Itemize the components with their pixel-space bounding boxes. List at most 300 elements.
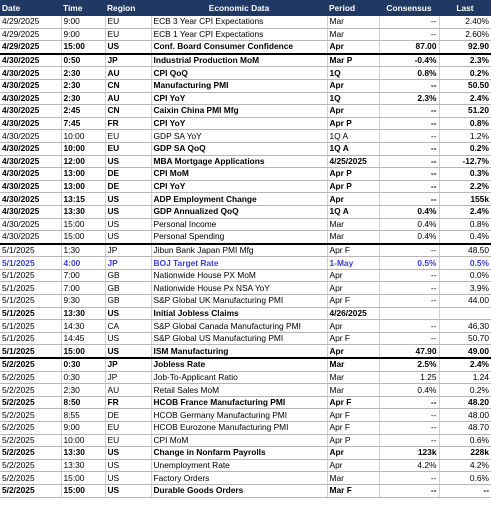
cell-period: Apr P bbox=[327, 117, 379, 130]
cell-consensus: -- bbox=[379, 105, 439, 118]
cell-last: 228k bbox=[439, 447, 491, 460]
cell-consensus: -- bbox=[379, 16, 439, 28]
cell-consensus: -- bbox=[379, 320, 439, 333]
cell-date: 4/29/2025 bbox=[0, 28, 61, 41]
table-row[interactable] bbox=[0, 205, 491, 218]
cell-time: 0:30 bbox=[61, 371, 105, 384]
cell-date: 5/1/2025 bbox=[0, 320, 61, 333]
cell-consensus: -- bbox=[379, 130, 439, 143]
cell-economic-data: Nationwide House PX MoM bbox=[151, 269, 327, 282]
cell-region: US bbox=[105, 484, 151, 497]
cell-time: 9:00 bbox=[61, 422, 105, 435]
cell-consensus: -- bbox=[379, 282, 439, 295]
cell-economic-data: Manufacturing PMI bbox=[151, 79, 327, 92]
cell-economic-data: GDP Annualized QoQ bbox=[151, 205, 327, 218]
cell-consensus: 87.00 bbox=[379, 41, 439, 54]
cell-region: CN bbox=[105, 105, 151, 118]
cell-date: 4/30/2025 bbox=[0, 155, 61, 168]
header-economic-data[interactable]: Economic Data bbox=[151, 0, 327, 16]
cell-economic-data: HCOB Eurozone Manufacturing PMI bbox=[151, 422, 327, 435]
cell-economic-data: CPI MoM bbox=[151, 434, 327, 447]
table-row[interactable] bbox=[0, 105, 491, 118]
cell-consensus: 0.4% bbox=[379, 205, 439, 218]
table-row[interactable] bbox=[0, 193, 491, 206]
cell-period: Apr P bbox=[327, 434, 379, 447]
cell-economic-data: Conf. Board Consumer Confidence bbox=[151, 41, 327, 54]
cell-date: 4/29/2025 bbox=[0, 41, 61, 54]
cell-last: 0.2% bbox=[439, 384, 491, 397]
cell-period: Apr P bbox=[327, 180, 379, 193]
cell-time: 10:00 bbox=[61, 130, 105, 143]
table-row[interactable] bbox=[0, 54, 491, 67]
cell-period: Apr F bbox=[327, 422, 379, 435]
table-row[interactable] bbox=[0, 218, 491, 231]
cell-region: US bbox=[105, 193, 151, 206]
cell-last: 0.2% bbox=[439, 67, 491, 80]
cell-period: Apr bbox=[327, 447, 379, 460]
header-period[interactable]: Period bbox=[327, 0, 379, 16]
cell-last: 48.20 bbox=[439, 396, 491, 409]
cell-time: 0:30 bbox=[61, 358, 105, 371]
cell-last: 0.8% bbox=[439, 117, 491, 130]
table-row[interactable] bbox=[0, 409, 491, 422]
cell-period: Mar bbox=[327, 28, 379, 41]
cell-period: Mar bbox=[327, 384, 379, 397]
cell-time: 2:30 bbox=[61, 384, 105, 397]
cell-region: EU bbox=[105, 130, 151, 143]
cell-region: JP bbox=[105, 54, 151, 67]
cell-period: Apr bbox=[327, 41, 379, 54]
cell-period: 1-May bbox=[327, 257, 379, 270]
cell-period: Apr bbox=[327, 269, 379, 282]
cell-last: -- bbox=[439, 484, 491, 497]
cell-last: 49.00 bbox=[439, 345, 491, 358]
cell-time: 10:00 bbox=[61, 434, 105, 447]
cell-region: EU bbox=[105, 16, 151, 28]
cell-period: Apr F bbox=[327, 295, 379, 308]
cell-period: Apr bbox=[327, 345, 379, 358]
table-row[interactable] bbox=[0, 447, 491, 460]
cell-time: 7:00 bbox=[61, 269, 105, 282]
cell-economic-data: CPI MoM bbox=[151, 168, 327, 181]
table-row[interactable] bbox=[0, 295, 491, 308]
cell-time: 15:00 bbox=[61, 484, 105, 497]
cell-region: US bbox=[105, 459, 151, 472]
table-row[interactable] bbox=[0, 472, 491, 485]
cell-time: 13:30 bbox=[61, 205, 105, 218]
cell-time: 2:30 bbox=[61, 79, 105, 92]
cell-period: 4/26/2025 bbox=[327, 307, 379, 320]
cell-date: 5/2/2025 bbox=[0, 434, 61, 447]
cell-date: 4/30/2025 bbox=[0, 79, 61, 92]
table-row[interactable] bbox=[0, 92, 491, 105]
cell-consensus: -- bbox=[379, 244, 439, 257]
cell-consensus: 0.8% bbox=[379, 67, 439, 80]
table-row[interactable] bbox=[0, 16, 491, 28]
cell-period: Apr bbox=[327, 320, 379, 333]
cell-consensus: -- bbox=[379, 79, 439, 92]
cell-consensus: -- bbox=[379, 396, 439, 409]
table-row[interactable] bbox=[0, 155, 491, 168]
cell-time: 13:15 bbox=[61, 193, 105, 206]
cell-time: 9:00 bbox=[61, 28, 105, 41]
cell-date: 5/1/2025 bbox=[0, 269, 61, 282]
cell-region: US bbox=[105, 345, 151, 358]
cell-region: GB bbox=[105, 269, 151, 282]
cell-date: 4/30/2025 bbox=[0, 168, 61, 181]
cell-date: 4/30/2025 bbox=[0, 92, 61, 105]
cell-date: 5/2/2025 bbox=[0, 447, 61, 460]
cell-last: 0.0% bbox=[439, 269, 491, 282]
cell-economic-data: ECB 1 Year CPI Expectations bbox=[151, 28, 327, 41]
table-row[interactable] bbox=[0, 282, 491, 295]
cell-region: JP bbox=[105, 371, 151, 384]
cell-time: 2:30 bbox=[61, 92, 105, 105]
cell-consensus: -- bbox=[379, 409, 439, 422]
table-row[interactable] bbox=[0, 79, 491, 92]
table-row[interactable] bbox=[0, 117, 491, 130]
cell-time: 1:30 bbox=[61, 244, 105, 257]
table-row[interactable] bbox=[0, 332, 491, 345]
cell-last: 2.4% bbox=[439, 92, 491, 105]
table-row[interactable] bbox=[0, 257, 491, 270]
cell-last: 4.2% bbox=[439, 459, 491, 472]
cell-date: 4/30/2025 bbox=[0, 117, 61, 130]
table-row[interactable] bbox=[0, 67, 491, 80]
table-row[interactable] bbox=[0, 130, 491, 143]
cell-last: 50.70 bbox=[439, 332, 491, 345]
cell-period: Apr bbox=[327, 282, 379, 295]
cell-economic-data: Factory Orders bbox=[151, 472, 327, 485]
cell-last: 0.6% bbox=[439, 472, 491, 485]
cell-region: US bbox=[105, 447, 151, 460]
table-row[interactable] bbox=[0, 231, 491, 244]
cell-region: US bbox=[105, 472, 151, 485]
cell-consensus: -- bbox=[379, 434, 439, 447]
cell-economic-data: S&P Global UK Manufacturing PMI bbox=[151, 295, 327, 308]
cell-economic-data: CPI YoY bbox=[151, 117, 327, 130]
cell-economic-data: CPI YoY bbox=[151, 180, 327, 193]
cell-consensus: 4.2% bbox=[379, 459, 439, 472]
cell-last: 0.5% bbox=[439, 257, 491, 270]
cell-time: 2:45 bbox=[61, 105, 105, 118]
cell-economic-data: Jobless Rate bbox=[151, 358, 327, 371]
header-consensus[interactable]: Consensus bbox=[379, 0, 439, 16]
cell-time: 15:00 bbox=[61, 472, 105, 485]
cell-consensus: 2.3% bbox=[379, 92, 439, 105]
cell-economic-data: BOJ Target Rate bbox=[151, 257, 327, 270]
cell-time: 14:30 bbox=[61, 320, 105, 333]
cell-consensus bbox=[379, 307, 439, 320]
table-row[interactable] bbox=[0, 307, 491, 320]
cell-time: 13:30 bbox=[61, 447, 105, 460]
cell-economic-data: Nationwide House Px NSA YoY bbox=[151, 282, 327, 295]
cell-economic-data: Change in Nonfarm Payrolls bbox=[151, 447, 327, 460]
cell-last: 50.50 bbox=[439, 79, 491, 92]
cell-last: 2.2% bbox=[439, 180, 491, 193]
cell-date: 5/2/2025 bbox=[0, 409, 61, 422]
cell-economic-data: Unemployment Rate bbox=[151, 459, 327, 472]
cell-consensus: 0.4% bbox=[379, 218, 439, 231]
cell-last: 2.3% bbox=[439, 54, 491, 67]
cell-last: 2.60% bbox=[439, 28, 491, 41]
cell-date: 5/1/2025 bbox=[0, 244, 61, 257]
cell-last: 0.8% bbox=[439, 218, 491, 231]
cell-time: 15:00 bbox=[61, 231, 105, 244]
cell-consensus: -- bbox=[379, 269, 439, 282]
table-row[interactable] bbox=[0, 484, 491, 497]
cell-time: 8:55 bbox=[61, 409, 105, 422]
cell-consensus: 1.25 bbox=[379, 371, 439, 384]
cell-consensus: -- bbox=[379, 142, 439, 155]
cell-period: Apr bbox=[327, 193, 379, 206]
table-row[interactable] bbox=[0, 345, 491, 358]
cell-last: 2.4% bbox=[439, 358, 491, 371]
cell-period: Mar P bbox=[327, 54, 379, 67]
cell-period: Apr F bbox=[327, 244, 379, 257]
cell-last: 51.20 bbox=[439, 105, 491, 118]
cell-date: 4/30/2025 bbox=[0, 218, 61, 231]
cell-date: 5/2/2025 bbox=[0, 358, 61, 371]
cell-consensus: 47.90 bbox=[379, 345, 439, 358]
cell-region: DE bbox=[105, 168, 151, 181]
cell-region: DE bbox=[105, 409, 151, 422]
cell-period: Mar bbox=[327, 472, 379, 485]
cell-period: 1Q bbox=[327, 92, 379, 105]
cell-economic-data: CPI QoQ bbox=[151, 67, 327, 80]
table-row[interactable] bbox=[0, 358, 491, 371]
cell-consensus: -- bbox=[379, 193, 439, 206]
cell-date: 5/2/2025 bbox=[0, 371, 61, 384]
cell-economic-data: Job-To-Applicant Ratio bbox=[151, 371, 327, 384]
cell-time: 9:30 bbox=[61, 295, 105, 308]
table-body bbox=[0, 16, 491, 497]
cell-last: 0.2% bbox=[439, 142, 491, 155]
cell-consensus: 123k bbox=[379, 447, 439, 460]
cell-consensus: 0.4% bbox=[379, 384, 439, 397]
cell-economic-data: ISM Manufacturing bbox=[151, 345, 327, 358]
table-row[interactable] bbox=[0, 434, 491, 447]
cell-period: Mar F bbox=[327, 484, 379, 497]
cell-region: US bbox=[105, 41, 151, 54]
cell-period: 1Q bbox=[327, 67, 379, 80]
cell-region: AU bbox=[105, 92, 151, 105]
cell-region: GB bbox=[105, 295, 151, 308]
cell-period: Mar bbox=[327, 371, 379, 384]
cell-region: JP bbox=[105, 257, 151, 270]
cell-time: 15:00 bbox=[61, 218, 105, 231]
table-row[interactable] bbox=[0, 384, 491, 397]
cell-last: 48.70 bbox=[439, 422, 491, 435]
cell-time: 2:30 bbox=[61, 67, 105, 80]
cell-region: EU bbox=[105, 142, 151, 155]
cell-time: 7:00 bbox=[61, 282, 105, 295]
cell-last: 48.50 bbox=[439, 244, 491, 257]
cell-date: 5/1/2025 bbox=[0, 295, 61, 308]
cell-consensus: -- bbox=[379, 155, 439, 168]
cell-date: 4/30/2025 bbox=[0, 231, 61, 244]
cell-consensus: -- bbox=[379, 422, 439, 435]
cell-last: 3.9% bbox=[439, 282, 491, 295]
cell-date: 4/30/2025 bbox=[0, 67, 61, 80]
cell-time: 8:50 bbox=[61, 396, 105, 409]
table-row[interactable] bbox=[0, 168, 491, 181]
cell-period: 1Q A bbox=[327, 130, 379, 143]
cell-consensus: 0.4% bbox=[379, 231, 439, 244]
cell-economic-data: Jibun Bank Japan PMI Mfg bbox=[151, 244, 327, 257]
cell-period: 4/25/2025 bbox=[327, 155, 379, 168]
cell-last: 44.00 bbox=[439, 295, 491, 308]
header-time[interactable]: Time bbox=[61, 0, 105, 16]
cell-region: CA bbox=[105, 320, 151, 333]
table-row[interactable] bbox=[0, 244, 491, 257]
cell-region: US bbox=[105, 231, 151, 244]
cell-time: 0:50 bbox=[61, 54, 105, 67]
cell-economic-data: HCOB Germany Manufacturing PMI bbox=[151, 409, 327, 422]
table-row[interactable] bbox=[0, 269, 491, 282]
cell-period: Apr F bbox=[327, 396, 379, 409]
cell-region: US bbox=[105, 155, 151, 168]
cell-last: 2.40% bbox=[439, 16, 491, 28]
cell-region: AU bbox=[105, 67, 151, 80]
cell-consensus: 0.5% bbox=[379, 257, 439, 270]
cell-last: 0.3% bbox=[439, 168, 491, 181]
cell-economic-data: MBA Mortgage Applications bbox=[151, 155, 327, 168]
table-row[interactable] bbox=[0, 180, 491, 193]
cell-region: DE bbox=[105, 180, 151, 193]
cell-consensus: -- bbox=[379, 484, 439, 497]
cell-date: 5/2/2025 bbox=[0, 422, 61, 435]
table-row[interactable] bbox=[0, 371, 491, 384]
cell-economic-data: Personal Income bbox=[151, 218, 327, 231]
cell-time: 4:00 bbox=[61, 257, 105, 270]
cell-consensus: -- bbox=[379, 117, 439, 130]
cell-time: 13:00 bbox=[61, 180, 105, 193]
cell-date: 4/30/2025 bbox=[0, 180, 61, 193]
cell-period: Mar bbox=[327, 358, 379, 371]
cell-date: 5/1/2025 bbox=[0, 307, 61, 320]
cell-region: FR bbox=[105, 396, 151, 409]
cell-economic-data: GDP SA YoY bbox=[151, 130, 327, 143]
cell-region: EU bbox=[105, 434, 151, 447]
cell-consensus: 2.5% bbox=[379, 358, 439, 371]
table-row[interactable] bbox=[0, 422, 491, 435]
cell-last: 48.00 bbox=[439, 409, 491, 422]
cell-period: Apr P bbox=[327, 168, 379, 181]
cell-region: US bbox=[105, 332, 151, 345]
cell-consensus: -- bbox=[379, 168, 439, 181]
cell-last: 155k bbox=[439, 193, 491, 206]
cell-consensus: -- bbox=[379, 28, 439, 41]
cell-time: 15:00 bbox=[61, 345, 105, 358]
table-row[interactable] bbox=[0, 459, 491, 472]
cell-region: JP bbox=[105, 358, 151, 371]
cell-region: FR bbox=[105, 117, 151, 130]
cell-date: 5/2/2025 bbox=[0, 472, 61, 485]
cell-region: US bbox=[105, 205, 151, 218]
cell-region: AU bbox=[105, 384, 151, 397]
cell-date: 5/2/2025 bbox=[0, 459, 61, 472]
cell-region: EU bbox=[105, 28, 151, 41]
cell-time: 9:00 bbox=[61, 16, 105, 28]
table-row[interactable] bbox=[0, 41, 491, 54]
cell-economic-data: Industrial Production MoM bbox=[151, 54, 327, 67]
cell-date: 5/1/2025 bbox=[0, 332, 61, 345]
cell-consensus: -- bbox=[379, 295, 439, 308]
cell-last: -12.7% bbox=[439, 155, 491, 168]
table-row[interactable] bbox=[0, 396, 491, 409]
cell-economic-data: ADP Employment Change bbox=[151, 193, 327, 206]
cell-period: 1Q A bbox=[327, 142, 379, 155]
cell-period: Apr F bbox=[327, 332, 379, 345]
table-row[interactable] bbox=[0, 142, 491, 155]
cell-economic-data: ECB 3 Year CPI Expectations bbox=[151, 16, 327, 28]
header-row bbox=[0, 0, 491, 16]
cell-time: 13:30 bbox=[61, 307, 105, 320]
cell-date: 5/2/2025 bbox=[0, 384, 61, 397]
cell-date: 4/30/2025 bbox=[0, 193, 61, 206]
cell-date: 5/1/2025 bbox=[0, 257, 61, 270]
cell-time: 12:00 bbox=[61, 155, 105, 168]
cell-last: 1.24 bbox=[439, 371, 491, 384]
cell-region: EU bbox=[105, 422, 151, 435]
cell-time: 13:00 bbox=[61, 168, 105, 181]
cell-date: 5/1/2025 bbox=[0, 345, 61, 358]
cell-region: CN bbox=[105, 79, 151, 92]
cell-time: 10:00 bbox=[61, 142, 105, 155]
cell-time: 7:45 bbox=[61, 117, 105, 130]
cell-date: 4/29/2025 bbox=[0, 16, 61, 28]
cell-economic-data: S&P Global US Manufacturing PMI bbox=[151, 332, 327, 345]
cell-period: Apr bbox=[327, 459, 379, 472]
cell-period: Apr bbox=[327, 79, 379, 92]
cell-region: US bbox=[105, 218, 151, 231]
cell-time: 15:00 bbox=[61, 41, 105, 54]
cell-economic-data: Retail Sales MoM bbox=[151, 384, 327, 397]
cell-region: US bbox=[105, 307, 151, 320]
table-row[interactable] bbox=[0, 320, 491, 333]
cell-region: JP bbox=[105, 244, 151, 257]
cell-last: 46.30 bbox=[439, 320, 491, 333]
table-row[interactable] bbox=[0, 28, 491, 41]
cell-date: 5/2/2025 bbox=[0, 396, 61, 409]
header-last[interactable]: Last bbox=[439, 0, 491, 16]
cell-last: 92.90 bbox=[439, 41, 491, 54]
cell-economic-data: Initial Jobless Claims bbox=[151, 307, 327, 320]
cell-date: 4/30/2025 bbox=[0, 142, 61, 155]
cell-period: Mar bbox=[327, 231, 379, 244]
cell-date: 4/30/2025 bbox=[0, 54, 61, 67]
cell-economic-data: S&P Global Canada Manufacturing PMI bbox=[151, 320, 327, 333]
cell-last bbox=[439, 307, 491, 320]
cell-date: 4/30/2025 bbox=[0, 205, 61, 218]
cell-date: 5/2/2025 bbox=[0, 484, 61, 497]
cell-date: 4/30/2025 bbox=[0, 105, 61, 118]
header-date[interactable]: Date bbox=[0, 0, 61, 16]
cell-economic-data: GDP SA QoQ bbox=[151, 142, 327, 155]
cell-economic-data: Durable Goods Orders bbox=[151, 484, 327, 497]
cell-period: Apr bbox=[327, 105, 379, 118]
cell-consensus: -- bbox=[379, 472, 439, 485]
cell-period: 1Q A bbox=[327, 205, 379, 218]
cell-region: GB bbox=[105, 282, 151, 295]
cell-consensus: -0.4% bbox=[379, 54, 439, 67]
cell-last: 0.4% bbox=[439, 231, 491, 244]
cell-date: 5/1/2025 bbox=[0, 282, 61, 295]
cell-period: Apr F bbox=[327, 409, 379, 422]
header-region[interactable]: Region bbox=[105, 0, 151, 16]
cell-last: 1.2% bbox=[439, 130, 491, 143]
